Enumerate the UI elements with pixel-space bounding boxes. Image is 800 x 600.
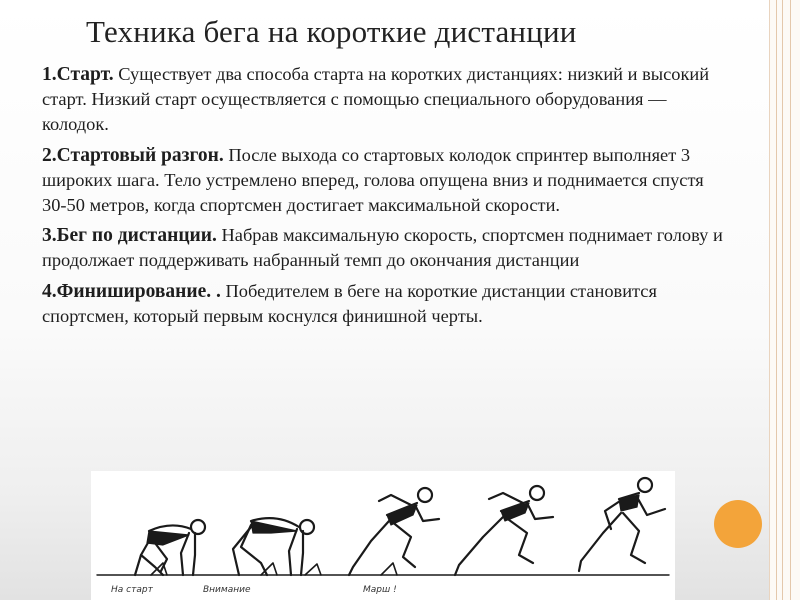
caption-on-your-marks: На старт <box>111 585 153 595</box>
sprinter-acceleration <box>455 486 553 575</box>
sprinter-upright-running <box>579 478 665 571</box>
sprinter-on-your-marks <box>135 520 205 575</box>
slide-title: Техника бега на короткие дистанции <box>86 14 577 49</box>
section-acceleration <box>42 143 732 219</box>
section-text: Существует два способа старта на коротких дистанциях: низкий и высокий старт. Низкий старт осуществляется с помощью специального оборудования — колодок. <box>42 64 710 135</box>
sprint-start-illustration <box>91 471 675 600</box>
section-finish <box>42 279 732 329</box>
caption-go: Марш ! <box>363 585 397 595</box>
sprinter-figures-drawing <box>91 471 675 600</box>
slide-body <box>42 62 732 334</box>
section-text: После выхода со стартовых колодок спринтер выполняет 3 широких шага. Тело устремлено вперед, голова опущена вниз и поднимается спустя 30-50 метров, когда спортсмен достигает максимальной скорости. <box>42 144 704 216</box>
caption-get-set: Внимание <box>203 585 251 595</box>
section-heading: 1.Старт. <box>42 64 114 85</box>
section-text: Набрав максимальную скорость, спортсмен поднимает голову и продолжает поддерживать набранный темп до окончания дистанции <box>42 225 723 271</box>
section-heading: 4.Финиширование. . <box>42 280 221 302</box>
sprinter-go <box>349 488 439 575</box>
starting-block-3 <box>305 564 321 575</box>
section-text: Победителем в беге на короткие дистанции становится спортсмен, который первым коснулся финишной черты. <box>42 280 657 326</box>
section-heading: 3.Бег по дистанции. <box>42 225 217 247</box>
section-heading: 2.Стартовый разгон. <box>42 144 224 166</box>
section-start <box>42 62 732 138</box>
section-distance-run <box>42 223 732 273</box>
right-decorative-border <box>769 0 800 600</box>
decorative-orange-dot <box>714 500 762 548</box>
starting-block-4 <box>381 563 397 575</box>
